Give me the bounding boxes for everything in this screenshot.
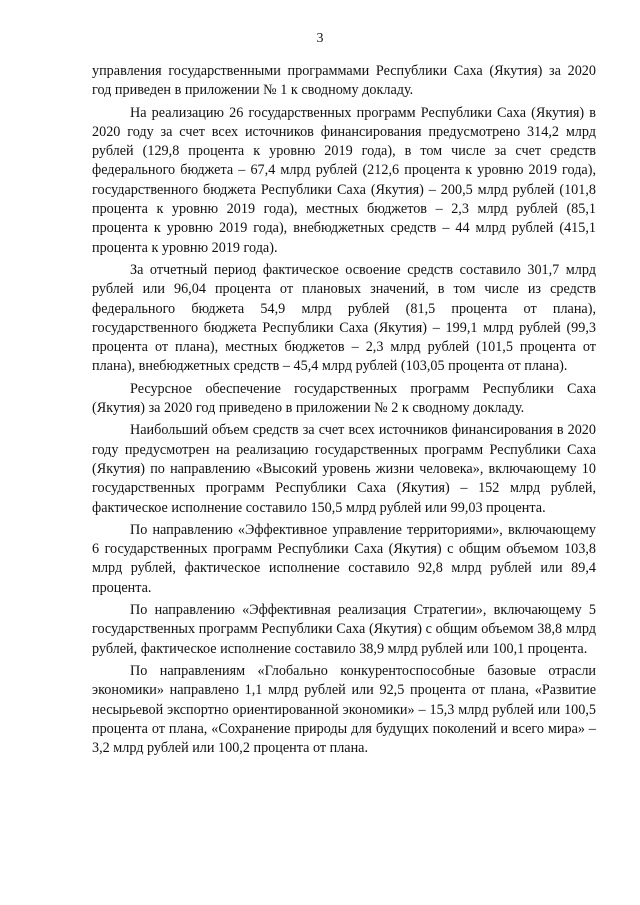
- paragraph-funding-total: На реализацию 26 государственных программ Республики Саха (Якутия) в 2020 году за счет всех источников финансирования предусмотрено 314,2 млрд рублей (129,8 процента к уровню 2019 года), в том числе за счет средств федерального бюджета – 67,4 млрд рублей (212,6 процента к уровню 2019 года), государственного бюджета Республики Саха (Якутия) – 200,5 млрд рублей (101,8 процента к уровню 2019 года), местных бюджетов – 2,3 млрд рублей (85,1 процента к уровню 2019 года), внебюджетных средств – 44 млрд рублей (415,1 процента к уровню 2019 года).: [92, 104, 596, 256]
- paragraph-territory-management: По направлению «Эффективное управление территориями», включающему 6 государственных программ Республики Саха (Якутия) с общим объемом 103,8 млрд рублей, фактическое исполнение составило 92,8 млрд рублей или 89,4 процента.: [92, 521, 596, 596]
- paragraph-continuation: управления государственными программами Республики Саха (Якутия) за 2020 год приведен в приложении № 1 к сводному докладу.: [92, 63, 596, 99]
- paragraph-strategy-implementation: По направлению «Эффективная реализация Стратегии», включающему 5 государственных программ Республики Саха (Якутия) с общим объемом 38,8 млрд рублей, фактическое исполнение составило 38,9 млрд рублей или 100,1 процента.: [92, 602, 596, 657]
- paragraph-other-directions: По направлениям «Глобально конкурентоспособные базовые отрасли экономики» направлено 1,1 млрд рублей или 92,5 процента от плана, «Развитие несырьевой экспортно ориентированной экономики» – 15,3 млрд рублей или 100,5 процента от плана, «Сохранение природы для будущих поколений и всего мира» – 3,2 млрд рублей или 100,2 процента от плана.: [92, 662, 596, 757]
- page-number: 3: [316, 31, 324, 46]
- document-body: [92, 62, 596, 758]
- paragraph-resource-appendix: Ресурсное обеспечение государственных программ Республики Саха (Якутия) за 2020 год приведено в приложении № 2 к сводному докладу.: [92, 380, 596, 417]
- paragraph-high-living-standard: Наибольший объем средств за счет всех источников финансирования в 2020 году предусмотрен на реализацию государственных программ Республики Саха (Якутия) по направлению «Высокий уровень жизни человека», включающему 10 государственных программ Республики Саха (Якутия) – 152 млрд рублей, фактическое исполнение составило 150,5 млрд рублей или 99,03 процента.: [92, 422, 596, 516]
- paragraph-actual-spending: За отчетный период фактическое освоение средств составило 301,7 млрд рублей или 96,04 процента от плановых значений, в том числе из средств федерального бюджета 54,9 млрд рублей (81,5 процента от плана), государственного бюджета Республики Саха (Якутия) – 199,1 млрд рублей (99,3 процента от плана), местных бюджетов – 2,3 млрд рублей (101,5 процента от плана), внебюджетных средств – 45,4 млрд рублей (103,05 процента от плана).: [92, 261, 596, 375]
